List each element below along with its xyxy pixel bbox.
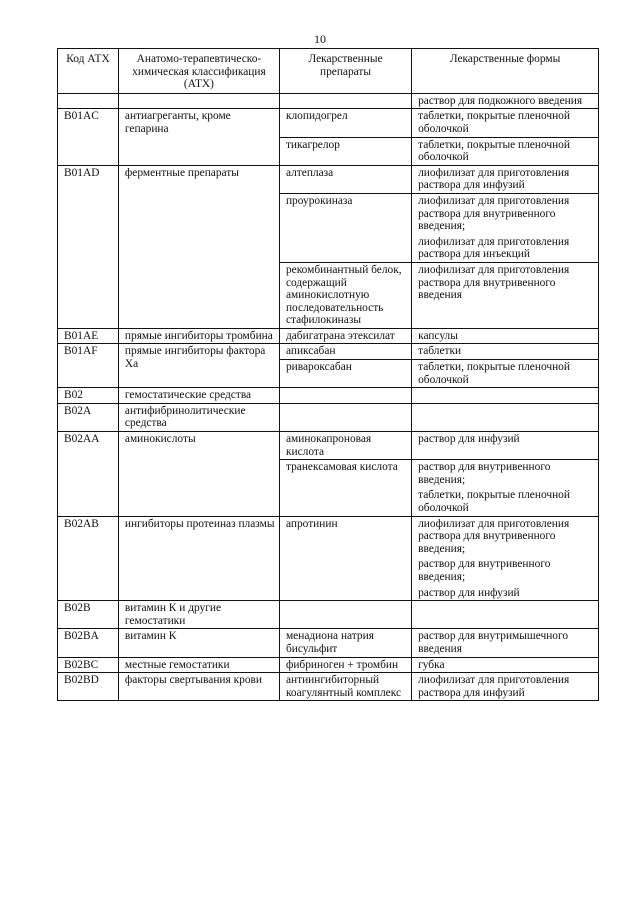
atx-classification-cell: ингибиторы протеиназ плазмы	[118, 516, 279, 601]
table-row	[58, 403, 599, 431]
drug-name-cell: апротинин	[279, 516, 411, 601]
atx-classification-cell: витамин К и другие гемостатики	[118, 601, 279, 629]
dosage-forms-cell	[412, 93, 599, 109]
drug-name-cell: рекомбинантный белок, содержащий аминокислотную последовательность стафилокиназы	[279, 262, 411, 328]
dosage-form: таблетки, покрытые пленочной оболочкой	[418, 489, 570, 514]
dosage-form: таблетки, покрытые пленочной оболочкой	[418, 138, 570, 164]
table-row	[58, 657, 599, 673]
table-row	[58, 109, 599, 137]
drug-name-cell	[279, 93, 411, 109]
table-row	[58, 516, 599, 601]
dosage-form: лиофилизат для приготовления раствора для внутривенного введения;	[418, 194, 570, 233]
dosage-form: лиофилизат для приготовления раствора для инъекций	[418, 235, 570, 261]
dosage-form: лиофилизат для приготовления раствора для внутривенного введения;	[418, 517, 570, 555]
header-classification: Анатомо-терапевтическо-химическая классификация (АТХ)	[118, 49, 279, 94]
atx-classification-cell	[118, 93, 279, 109]
dosage-forms-cell	[412, 629, 599, 657]
table-row	[58, 388, 599, 404]
atx-code-cell	[58, 93, 119, 109]
atx-classification-cell: прямые ингибиторы фактора Ха	[118, 344, 279, 388]
dosage-form: раствор для инфузий	[418, 586, 520, 599]
dosage-forms-cell	[412, 165, 599, 193]
drug-name-cell: фибриноген + тромбин	[279, 657, 411, 673]
atx-classification-cell: витамин К	[118, 629, 279, 657]
table-row	[58, 432, 599, 460]
table-row	[58, 344, 599, 360]
header-drugs: Лекарственные препараты	[279, 49, 411, 94]
table-row	[58, 601, 599, 629]
dosage-forms-cell	[412, 137, 599, 165]
dosage-form: таблетки, покрытые пленочной оболочкой	[418, 361, 570, 386]
header-forms: Лекарственные формы	[412, 49, 599, 94]
atx-code-cell: B01AC	[58, 109, 119, 165]
atx-classification-cell: гемостатические средства	[118, 388, 279, 404]
dosage-form: раствор для внутривенного введения;	[418, 558, 551, 583]
dosage-forms-cell	[412, 432, 599, 460]
atx-code-cell: B02BC	[58, 657, 119, 673]
drug-name-cell	[279, 403, 411, 431]
dosage-form: лиофилизат для приготовления раствора для инфузий	[418, 166, 570, 192]
drug-name-cell: ривароксабан	[279, 360, 411, 388]
atx-code-cell: B02AA	[58, 432, 119, 517]
table-row	[58, 673, 599, 701]
atx-classification-cell: антиагреганты, кроме гепарина	[118, 109, 279, 165]
drug-name-cell: аминокапроновая кислота	[279, 432, 411, 460]
dosage-forms-cell	[412, 601, 599, 629]
dosage-form: раствор для внутримышечного введения	[418, 630, 569, 655]
atx-code-cell: B01AE	[58, 328, 119, 344]
atx-code-cell: B02A	[58, 403, 119, 431]
drug-name-cell: тикагрелор	[279, 137, 411, 165]
dosage-forms-cell	[412, 673, 599, 701]
drug-name-cell	[279, 388, 411, 404]
atx-classification-cell: прямые ингибиторы тромбина	[118, 328, 279, 344]
page-number: 10	[314, 32, 326, 46]
atx-classification-cell: местные гемостатики	[118, 657, 279, 673]
dosage-forms-cell	[412, 657, 599, 673]
dosage-forms-cell	[412, 262, 599, 328]
dosage-form: лиофилизат для приготовления раствора для инфузий	[418, 674, 570, 699]
atx-code-cell: B02	[58, 388, 119, 404]
dosage-forms-cell	[412, 403, 599, 431]
atx-classification-cell: антифибринолитические средства	[118, 403, 279, 431]
table-row	[58, 165, 599, 193]
dosage-form: лиофилизат для приготовления раствора для внутривенного введения	[418, 263, 570, 302]
dosage-forms-cell	[412, 388, 599, 404]
drug-name-cell: апиксабан	[279, 344, 411, 360]
atx-classification-cell: ферментные препараты	[118, 165, 279, 328]
drug-name-cell	[279, 601, 411, 629]
drug-name-cell: дабигатрана этексилат	[279, 328, 411, 344]
atx-code-cell: B01AF	[58, 344, 119, 388]
atx-code-cell: B02BD	[58, 673, 119, 701]
table-header	[58, 49, 599, 94]
atx-code-cell: B02B	[58, 601, 119, 629]
atx-classification-cell: факторы свертывания крови	[118, 673, 279, 701]
dosage-forms-cell	[412, 328, 599, 344]
atx-code-cell: B02AB	[58, 516, 119, 601]
dosage-forms-cell	[412, 193, 599, 262]
drug-name-cell: транексамовая кислота	[279, 460, 411, 516]
drug-name-cell: проурокиназа	[279, 193, 411, 262]
drug-name-cell: антиингибиторный коагулянтный комплекс	[279, 673, 411, 701]
header-row	[58, 49, 599, 94]
dosage-form: раствор для внутривенного введения;	[418, 461, 551, 486]
atx-table	[57, 48, 599, 701]
dosage-form: губка	[418, 658, 445, 671]
dosage-forms-cell	[412, 360, 599, 388]
header-code: Код АТХ	[58, 49, 119, 94]
dosage-form: капсулы	[418, 329, 458, 342]
drug-name-cell: менадиона натрия бисульфит	[279, 629, 411, 657]
dosage-form: раствор для подкожного введения	[418, 94, 583, 107]
dosage-form: таблетки, покрытые пленочной оболочкой	[418, 110, 570, 135]
table-row	[58, 328, 599, 344]
atx-code-cell: B01AD	[58, 165, 119, 328]
drug-name-cell: клопидогрел	[279, 109, 411, 137]
dosage-form: таблетки	[418, 345, 462, 358]
table-row	[58, 93, 599, 109]
dosage-forms-cell	[412, 516, 599, 601]
dosage-forms-cell	[412, 109, 599, 137]
drug-name-cell: алтеплаза	[279, 165, 411, 193]
atx-classification-cell: аминокислоты	[118, 432, 279, 517]
dosage-forms-cell	[412, 460, 599, 516]
table-row	[58, 629, 599, 657]
dosage-forms-cell	[412, 344, 599, 360]
dosage-form: раствор для инфузий	[418, 433, 520, 446]
table-body	[58, 93, 599, 701]
atx-code-cell: B02BA	[58, 629, 119, 657]
